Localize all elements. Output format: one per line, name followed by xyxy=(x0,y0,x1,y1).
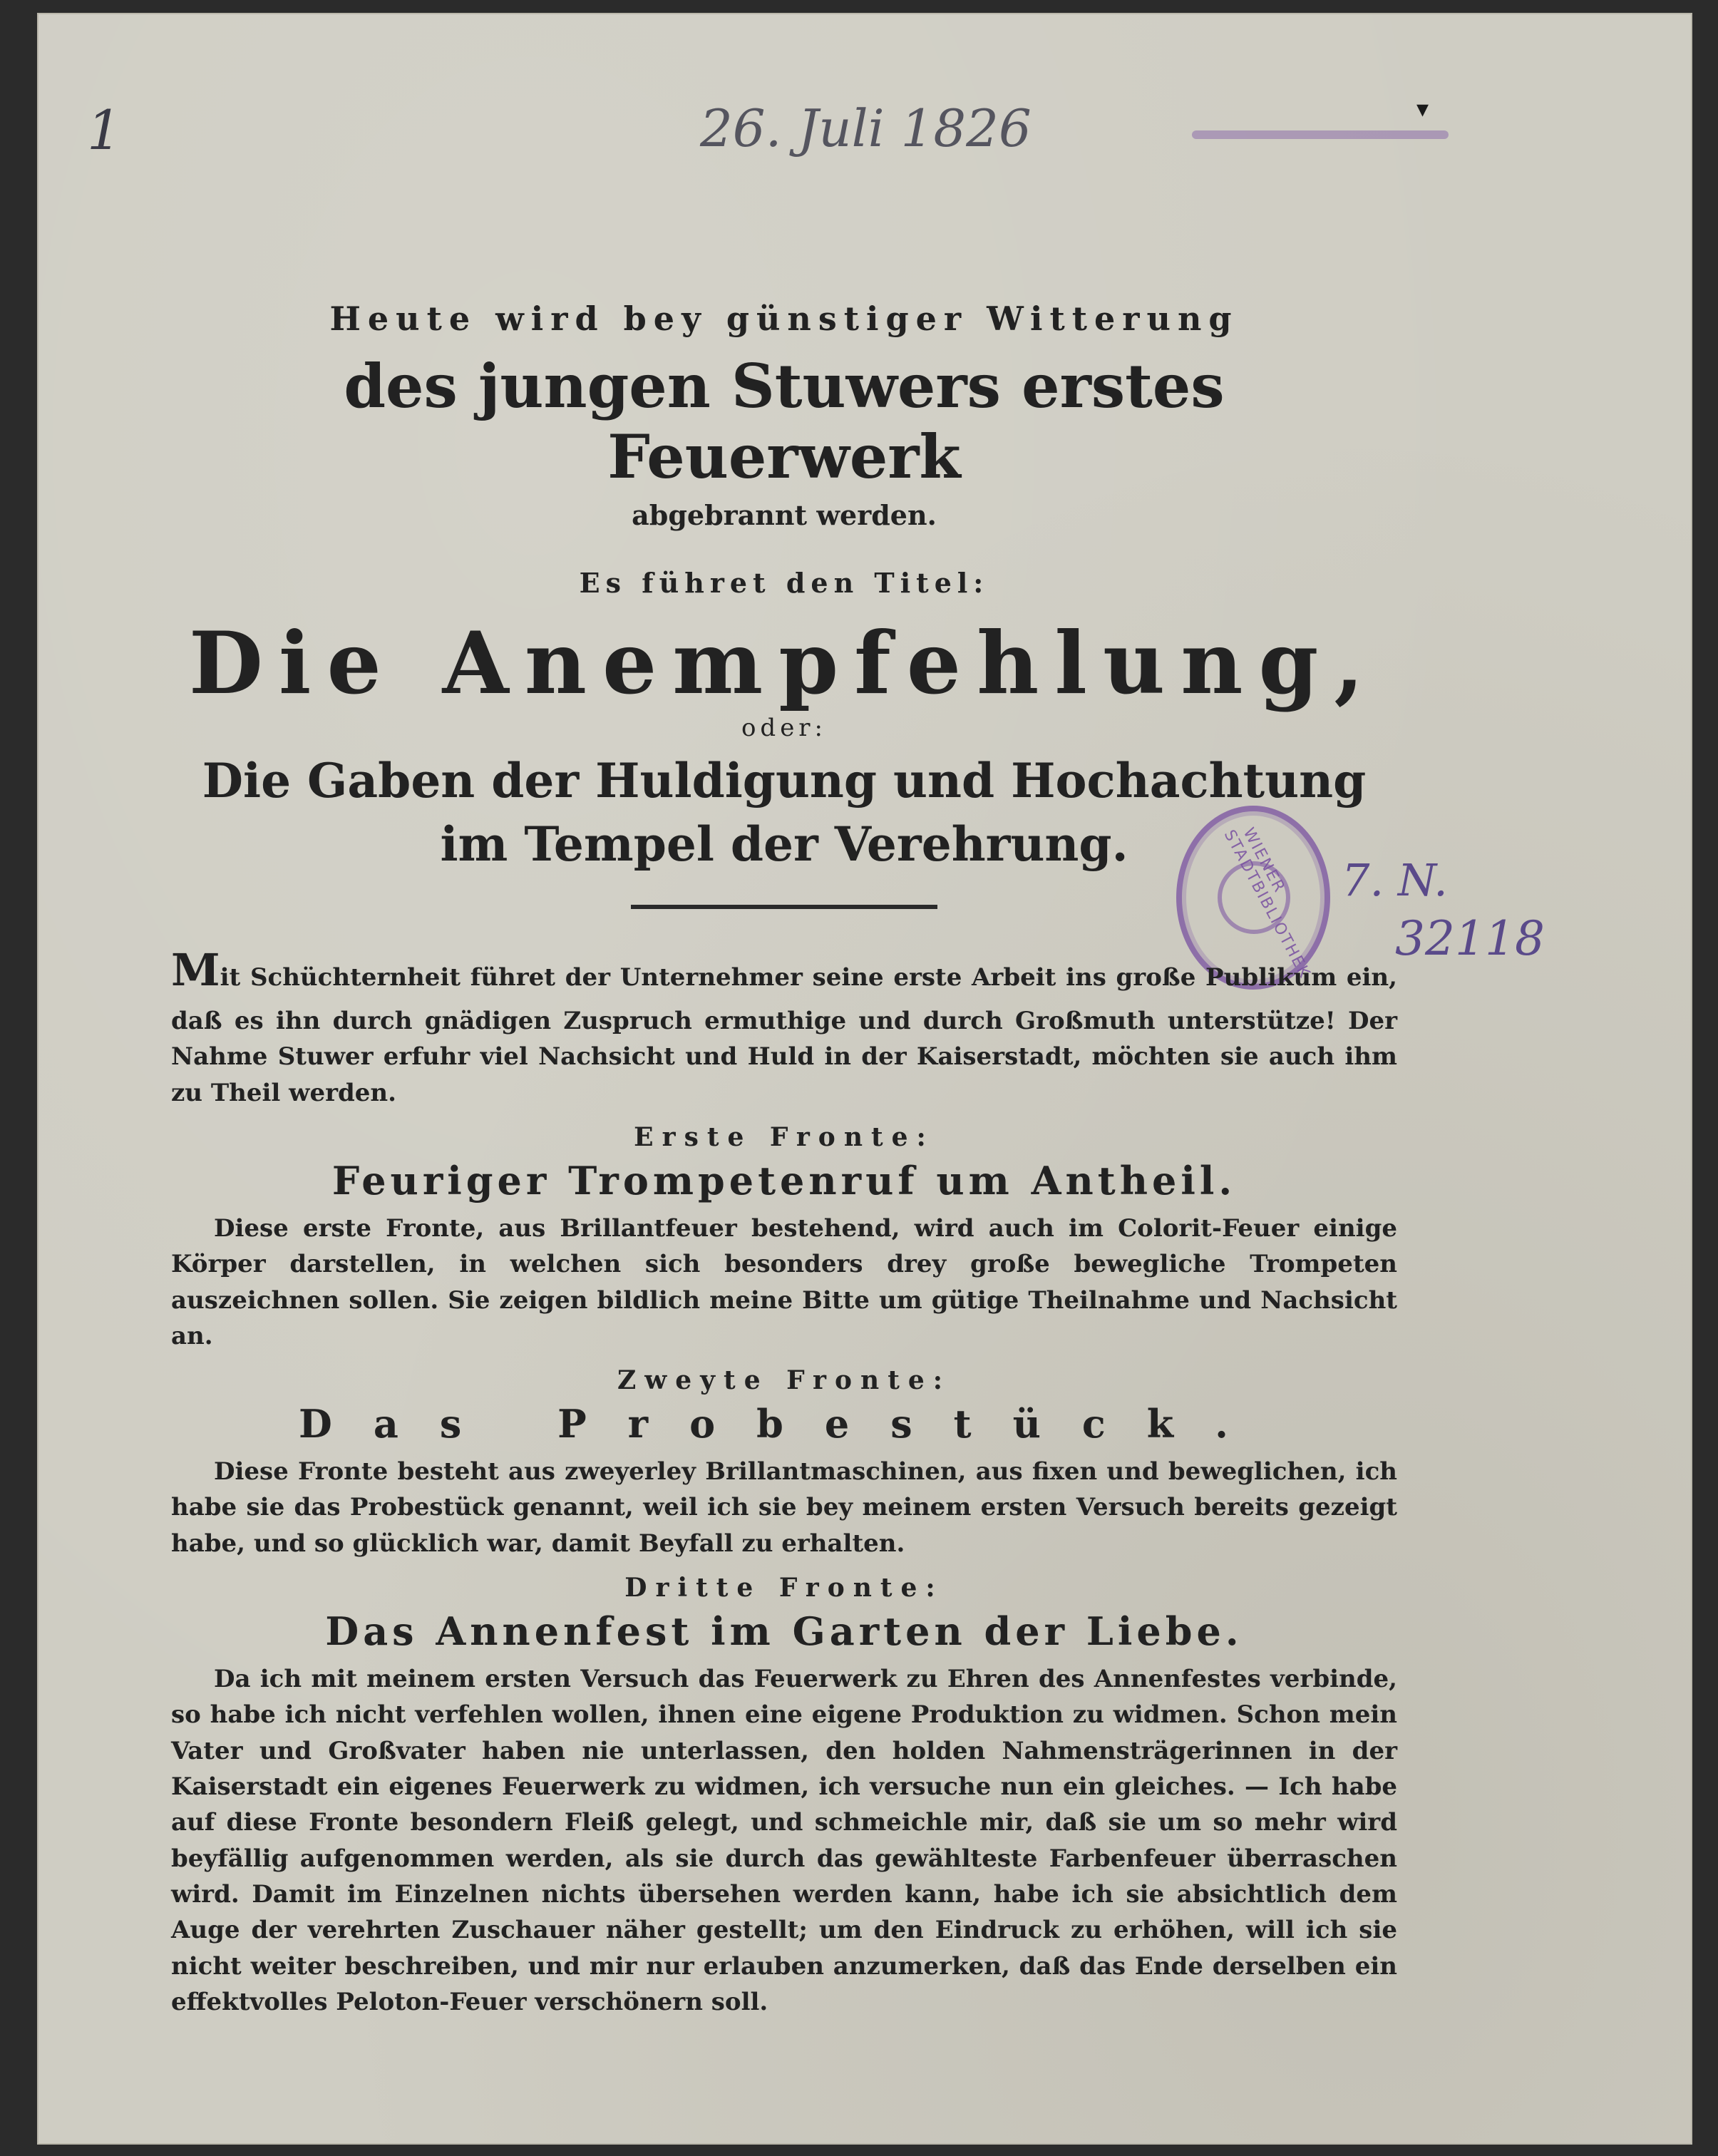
ink-dot: ▾ xyxy=(1416,95,1429,123)
header-line-2: des jungen Stuwers erstes Feuerwerk xyxy=(344,351,1225,492)
intro-dropcap: M xyxy=(171,944,220,997)
intro-paragraph xyxy=(171,938,1397,1111)
library-stamp-text: WIENER STADTBIBLIOTHEK xyxy=(1220,825,1314,982)
divider-rule xyxy=(631,905,937,909)
front-1-text: Diese erste Fronte, aus Brillantfeuer bestehend, wird auch im Colorit-Feuer einige Körper darstellen, in welchen sich besonders drey große bewegliche Trompeten auszeichnen sollen. Sie zeigen bildlich meine Bitte um gütige Theilnahme und Nachsicht an. xyxy=(171,1213,1397,1350)
front-3-title: Das Annenfest im Garten der Liebe. xyxy=(325,1608,1243,1655)
front-3-label: Dritte Fronte: xyxy=(624,1573,944,1603)
front-1-label: Erste Fronte: xyxy=(634,1121,935,1152)
intro-text: it Schüchternheit führet der Unternehmer seine erste Arbeit ins große Publikum ein, daß es ihn durch gnädigen Zuspruch ermuthige und durch Großmuth unterstütze! Der Nahme Stuwer erfuhr viel Nachsicht und Huld in der Kaiserstadt, möchten sie auch ihm zu Theil werden. xyxy=(171,963,1397,1107)
header-line-4: Es führet den Titel: xyxy=(579,567,989,599)
purple-pencil-mark xyxy=(1192,130,1449,139)
shelf-mark-2: 32118 xyxy=(1395,911,1545,966)
front-2-text: Diese Fronte besteht aus zweyerley Brillantmaschinen, aus fixen und beweglichen, ich habe sie das Probestück genannt, weil ich sie bey meinem ersten Versuch bereits gezeigt habe, und so glücklich war, damit Beyfall zu erhalten. xyxy=(171,1457,1397,1558)
header-line-1: Heute wird bey günstiger Witterung xyxy=(329,299,1239,338)
document-body xyxy=(171,299,1397,2020)
front-3-text: Da ich mit meinem ersten Versuch das Feuerwerk zu Ehren des Annenfestes verbinde, so habe ich nicht verfehlen wollen, ihnen eine eigene Produktion zu widmen. Schon mein Vater und Großvater haben nie unterlassen, den holden Nahmensträgerinnen in der Kaiserstadt ein eigenes Feuerwerk zu widmen, ich versuche nun ein gleiches. — Ich habe auf diese Fronte besondern Fleiß gelegt, und schmeichle mir, daß sie um so mehr wird beyfällig aufgenommen werden, als sie durch das gewählteste Farbenfeuer überraschen wird. Damit im Einzelnen nichts übersehen werden kann, habe ich sie absichtlich dem Auge der verehrten Zuschauer näher gestellt; um den Eindruck zu erhöhen, will ich sie nicht weiter beschreiben, und mir nur erlauben anzumerken, daß das Ende derselben ein effektvolles Peloton-Feuer verschönern soll. xyxy=(171,1665,1397,2016)
front-1-title: Feuriger Trompetenruf um Antheil. xyxy=(331,1157,1237,1203)
shelf-mark-1: 7. N. xyxy=(1342,854,1448,906)
oder-line: oder: xyxy=(741,714,828,742)
subtitle: Die Gaben der Huldigung und Hochachtung im Tempel der Verehrung. xyxy=(202,753,1367,873)
header-line-3: abgebrannt werden. xyxy=(632,499,937,531)
main-title: Die Anempfehlung, xyxy=(188,613,1380,714)
front-2-title: Das Probestück. xyxy=(299,1401,1270,1447)
folio-number: 1 xyxy=(87,98,122,162)
front-2-label: Zweyte Fronte: xyxy=(617,1365,952,1396)
handwritten-date: 26. Juli 1826 xyxy=(700,98,1032,158)
